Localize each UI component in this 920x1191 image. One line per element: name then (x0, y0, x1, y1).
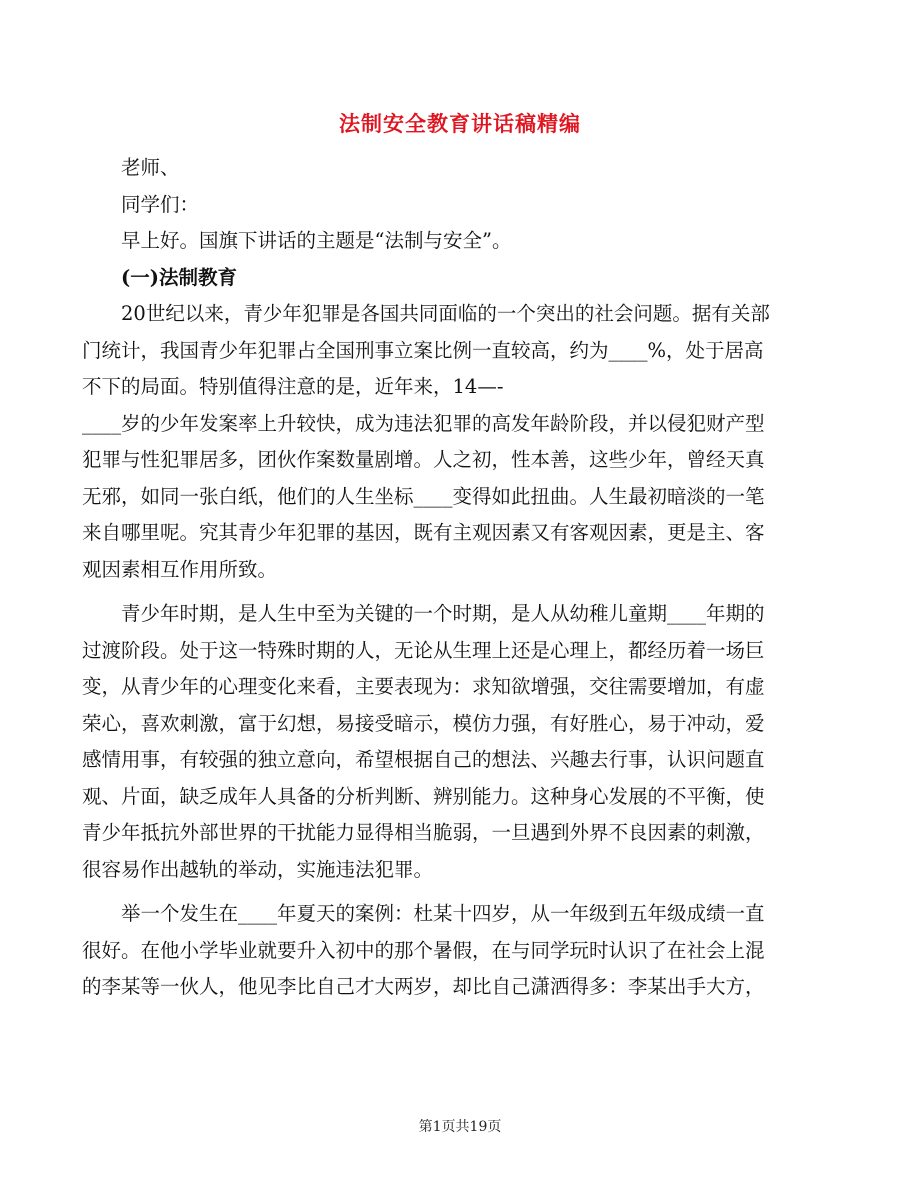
paragraph-line: 观因素相互作用所致。 (82, 557, 278, 581)
paragraph-line: 感情用事，有较强的独立意向，希望根据自己的想法、兴趣去行事，认识问题直 (82, 748, 765, 771)
paragraph-line: 来自哪里呢。究其青少年犯罪的基因，既有主观因素又有客观因素，更是主、客 (82, 521, 765, 544)
greeting-teachers: 老师、 (121, 156, 180, 179)
greeting-students: 同学们： (121, 192, 200, 216)
paragraph-line: 很容易作出越轨的举动，实施违法犯罪。 (82, 857, 434, 881)
paragraph-line: 过渡阶段。处于这一特殊时期的人，无论从生理上还是心理上，都经历着一场巨 (82, 638, 765, 662)
paragraph-2 (82, 596, 822, 888)
paragraph-1 (82, 296, 822, 588)
paragraph-line: 青少年时期，是人生中至为关键的一个时期，是人从幼稚儿童期____年期的 (121, 602, 765, 625)
paragraph-gap (82, 888, 822, 896)
paragraph-line: ____岁的少年发案率上升较快，成为违法犯罪的高发年龄阶段，并以侵犯财产型 (82, 411, 765, 435)
paragraph-3 (82, 896, 822, 1006)
paragraph-line: 青少年抵抗外部世界的干扰能力显得相当脆弱，一旦遇到外界不良因素的刺激， (82, 821, 765, 844)
paragraph-line: 变，从青少年的心理变化来看，主要表现为：求知欲增强，交往需要增加，有虚 (82, 675, 765, 698)
paragraph-line: 犯罪与性犯罪居多，团伙作案数量剧增。人之初，性本善，这些少年，曾经天真 (82, 448, 765, 471)
page-number: 第1页共19页 (418, 1119, 502, 1135)
opening-line: 早上好。国旗下讲话的主题是“法制与安全”。 (121, 229, 512, 252)
paragraph-line: 荣心，喜欢刺激，富于幻想，易接受暗示，模仿力强，有好胜心，易于冲动，爱 (82, 711, 765, 735)
paragraph-line: 门统计，我国青少年犯罪占全国刑事立案比例一直较高，约为____%，处于居高 (82, 338, 764, 362)
paragraph-gap (82, 588, 822, 596)
paragraph-line: 的李某等一伙人，他见李比自己才大两岁，却比自己潇洒得多：李某出手大方， (82, 975, 765, 998)
document-title: 法制安全教育讲话稿精编 (339, 111, 581, 136)
paragraph-line: 20世纪以来，青少年犯罪是各国共同面临的一个突出的社会问题。据有关部 (121, 302, 770, 325)
paragraph-line: 不下的局面。特别值得注意的是，近年来，14—- (82, 375, 504, 398)
paragraph-line: 举一个发生在____年夏天的案例：杜某十四岁，从一年级到五年级成绩一直 (121, 902, 765, 925)
paragraph-line: 很好。在他小学毕业就要升入初中的那个暑假，在与同学玩时认识了在社会上混 (82, 938, 765, 962)
paragraph-line: 观、片面，缺乏成年人具备的分析判断、辨别能力。这种身心发展的不平衡，使 (82, 784, 765, 808)
paragraph-line: 无邪，如同一张白纸，他们的人生坐标____变得如此扭曲。人生最初暗淡的一笔 (82, 484, 765, 508)
document-body (82, 150, 822, 1006)
section-heading: (一)法制教育 (121, 265, 237, 289)
